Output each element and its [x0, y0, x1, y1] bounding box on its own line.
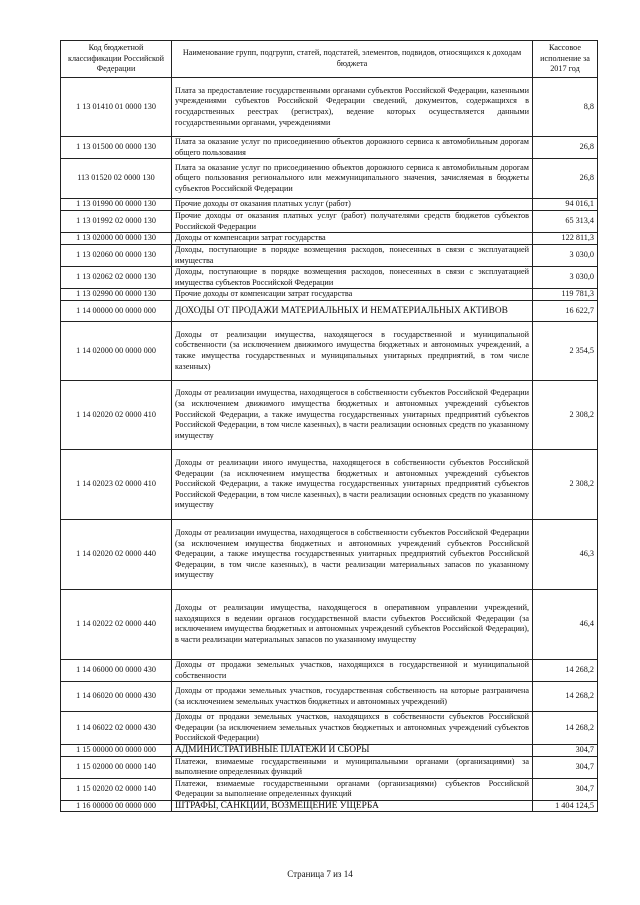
- row-value: 304,7: [533, 744, 598, 756]
- row-name: Доходы, поступающие в порядке возмещения расходов, понесенных в связи с эксплуатацией имущества: [172, 244, 533, 266]
- row-code: 1 14 00000 00 0000 000: [61, 300, 172, 321]
- row-value: 3 030,0: [533, 267, 598, 289]
- row-value: 2 354,5: [533, 321, 598, 380]
- table-row: [61, 300, 598, 321]
- row-name: ДОХОДЫ ОТ ПРОДАЖИ МАТЕРИАЛЬНЫХ И НЕМАТЕРИАЛЬНЫХ АКТИВОВ: [172, 300, 533, 321]
- row-code: 1 14 06000 00 0000 430: [61, 659, 172, 681]
- row-name: Доходы от реализации иного имущества, находящегося в собственности субъектов Российской Федерации (за исключением имущества бюджетных и автономных учреждений субъектов Российской Федерации, а также имущества государственных унитарных предприятий субъектов Российской Федерации, в том числе казенных), в части реализации основных средств по указанному имуществу: [172, 449, 533, 519]
- row-value: 3 030,0: [533, 244, 598, 266]
- row-value: 122 811,3: [533, 233, 598, 245]
- row-name: Прочие доходы от оказания платных услуг (работ) получателями средств бюджетов субъектов Российской Федерации: [172, 211, 533, 233]
- row-name: Доходы от продажи земельных участков, государственная собственность на которые разграничена (за исключением земельных участков бюджетных и автономных учреждений): [172, 682, 533, 712]
- table-row: [61, 449, 598, 519]
- row-value: 2 308,2: [533, 380, 598, 449]
- row-value: 14 268,2: [533, 659, 598, 681]
- row-code: 1 14 02022 02 0000 440: [61, 589, 172, 659]
- row-code: 1 13 02060 00 0000 130: [61, 244, 172, 266]
- table-row: [61, 682, 598, 712]
- row-code: 1 13 01992 02 0000 130: [61, 211, 172, 233]
- table-row: [61, 519, 598, 589]
- table-row: [61, 800, 598, 812]
- row-value: 14 268,2: [533, 682, 598, 712]
- row-value: 26,8: [533, 159, 598, 199]
- row-name: Плата за оказание услуг по присоединению объектов дорожного сервиса к автомобильным дорогам общего пользования регионального или межмуниципального значения, зачисляемая в бюджеты субъектов Российской Федерации: [172, 159, 533, 199]
- page-number: Страница 7 из 14: [287, 869, 353, 879]
- row-value: 119 781,3: [533, 289, 598, 301]
- header-name: Наименование групп, подгрупп, статей, подстатей, элементов, подвидов, относящихся к доходам бюджета: [172, 41, 533, 78]
- table-row: [61, 233, 598, 245]
- row-name: Плата за предоставление государственными органами субъектов Российской Федерации, казенными учреждениями субъектов Российской Федерации сведений, документов, содержащихся в государственных реестрах (регистрах), ведение которых осуществляется данными государственными органами, учреждениями: [172, 78, 533, 137]
- row-code: 1 14 02023 02 0000 410: [61, 449, 172, 519]
- row-code: 1 14 02020 02 0000 410: [61, 380, 172, 449]
- table-body: [61, 78, 598, 812]
- table-row: [61, 289, 598, 301]
- table-row: [61, 756, 598, 778]
- table-row: [61, 137, 598, 159]
- row-value: 1 404 124,5: [533, 800, 598, 812]
- row-code: 1 13 02000 00 0000 130: [61, 233, 172, 245]
- row-name: Доходы от продажи земельных участков, находящихся в государственной и муниципальной собственности: [172, 659, 533, 681]
- row-code: 1 15 00000 00 0000 000: [61, 744, 172, 756]
- row-code: 113 01520 02 0000 130: [61, 159, 172, 199]
- table-row: [61, 78, 598, 137]
- row-name: Доходы от продажи земельных участков, находящихся в собственности субъектов Российской Федерации (за исключением земельных участков бюджетных и автономных учреждений субъектов Российской Федерации): [172, 712, 533, 745]
- budget-revenue-table-container: [60, 40, 597, 812]
- row-name: Доходы от реализации имущества, находящегося в собственности субъектов Российской Федерации (за исключением имущества бюджетных и автономных учреждений субъектов Российской Федерации, а также имущества государственных унитарных предприятий субъектов Российской Федерации, в том числе казенных), в части реализации материальных запасов по указанному имуществу: [172, 519, 533, 589]
- row-code: 1 14 06020 00 0000 430: [61, 682, 172, 712]
- row-name: Прочие доходы от компенсации затрат государства: [172, 289, 533, 301]
- budget-revenue-table: [60, 40, 598, 812]
- table-row: [61, 589, 598, 659]
- row-name: Платежи, взимаемые государственными органами (организациями) субъектов Российской Федерации за выполнение определенных функций: [172, 778, 533, 800]
- row-value: 46,4: [533, 589, 598, 659]
- row-value: 65 313,4: [533, 211, 598, 233]
- row-value: 46,3: [533, 519, 598, 589]
- table-row: [61, 199, 598, 211]
- row-code: 1 14 02020 02 0000 440: [61, 519, 172, 589]
- row-code: 1 13 02062 02 0000 130: [61, 267, 172, 289]
- row-value: 304,7: [533, 756, 598, 778]
- row-name: Доходы от реализации имущества, находящегося в государственной и муниципальной собственности (за исключением движимого имущества бюджетных и автономных учреждений, а также имущества государственных и муниципальных унитарных предприятий, в том числе казенных): [172, 321, 533, 380]
- table-row: [61, 159, 598, 199]
- row-name: Доходы от компенсации затрат государства: [172, 233, 533, 245]
- row-name: Доходы от реализации имущества, находящегося в оперативном управлении учреждений, находящихся в ведении органов государственной власти субъектов Российской Федерации (за исключением имущества бюджетных и автономных учреждений субъектов Российской Федерации), в части реализации материальных запасов по указанному имуществу: [172, 589, 533, 659]
- row-value: 304,7: [533, 778, 598, 800]
- row-value: 8,8: [533, 78, 598, 137]
- row-value: 14 268,2: [533, 712, 598, 745]
- row-code: 1 13 01410 01 0000 130: [61, 78, 172, 137]
- row-name: АДМИНИСТРАТИВНЫЕ ПЛАТЕЖИ И СБОРЫ: [172, 744, 533, 756]
- row-code: 1 16 00000 00 0000 000: [61, 800, 172, 812]
- row-code: 1 13 01990 00 0000 130: [61, 199, 172, 211]
- row-name: Доходы, поступающие в порядке возмещения расходов, понесенных в связи с эксплуатацией имущества субъектов Российской Федерации: [172, 267, 533, 289]
- table-row: [61, 244, 598, 266]
- row-name: Доходы от реализации имущества, находящегося в собственности субъектов Российской Федерации (за исключением движимого имущества бюджетных и автономных учреждений субъектов Российской Федерации, а также имущества государственных унитарных предприятий субъектов Российской Федерации, в том числе казенных), в части реализации основных средств по указанному имуществу: [172, 380, 533, 449]
- row-value: 2 308,2: [533, 449, 598, 519]
- row-value: 26,8: [533, 137, 598, 159]
- row-code: 1 13 02990 00 0000 130: [61, 289, 172, 301]
- row-code: 1 15 02020 02 0000 140: [61, 778, 172, 800]
- table-row: [61, 380, 598, 449]
- header-value: Кассовое исполнение за 2017 год: [533, 41, 598, 78]
- table-row: [61, 778, 598, 800]
- row-name: Платежи, взимаемые государственными и муниципальными органами (организациями) за выполнение определенных функций: [172, 756, 533, 778]
- row-name: ШТРАФЫ, САНКЦИИ, ВОЗМЕЩЕНИЕ УЩЕРБА: [172, 800, 533, 812]
- row-name: Плата за оказание услуг по присоединению объектов дорожного сервиса к автомобильным дорогам общего пользования: [172, 137, 533, 159]
- table-row: [61, 659, 598, 681]
- row-code: 1 15 02000 00 0000 140: [61, 756, 172, 778]
- table-row: [61, 712, 598, 745]
- row-value: 94 016,1: [533, 199, 598, 211]
- table-header-row: [61, 41, 598, 78]
- row-value: 16 622,7: [533, 300, 598, 321]
- row-code: 1 14 02000 00 0000 000: [61, 321, 172, 380]
- table-row: [61, 321, 598, 380]
- row-code: 1 13 01500 00 0000 130: [61, 137, 172, 159]
- table-row: [61, 211, 598, 233]
- table-row: [61, 267, 598, 289]
- row-name: Прочие доходы от оказания платных услуг (работ): [172, 199, 533, 211]
- row-code: 1 14 06022 02 0000 430: [61, 712, 172, 745]
- header-code: Код бюджетной классификации Российской Федерации: [61, 41, 172, 78]
- table-row: [61, 744, 598, 756]
